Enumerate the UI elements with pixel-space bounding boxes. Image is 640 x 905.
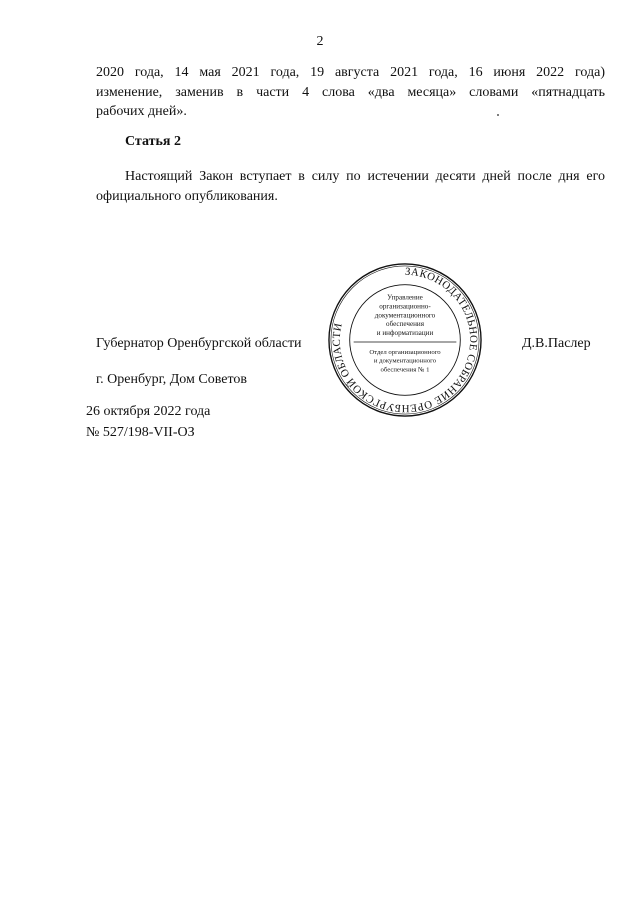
scan-speck xyxy=(497,114,499,116)
signatory-title: Губернатор Оренбургской области xyxy=(96,336,302,351)
article-heading: Статья 2 xyxy=(125,134,181,149)
seal-line: Управление xyxy=(387,293,423,302)
seal-line: обеспечения № 1 xyxy=(380,366,430,374)
place-of-signing: г. Оренбург, Дом Советов xyxy=(96,372,247,387)
law-number: № 527/198-VII-ОЗ xyxy=(86,425,195,440)
signing-date: 26 октября 2022 года xyxy=(86,404,211,419)
seal-ring-text: ЗАКОНОДАТЕЛЬНОЕ СОБРАНИЕ ОРЕНБУРГСКОЙ ОБЛАСТИ xyxy=(330,265,480,415)
paragraph-line: рабочих дней». xyxy=(96,104,187,119)
signatory-name: Д.В.Паслер xyxy=(522,336,591,351)
seal-line: и информатизации xyxy=(376,329,434,338)
paragraph-line: изменение, заменив в части 4 слова «два месяца» словами «пятнадцать xyxy=(96,84,605,100)
article-2-text xyxy=(96,167,605,206)
paragraph-continuation xyxy=(96,63,605,122)
svg-text:ЗАКОНОДАТЕЛЬНОЕ СОБРАНИЕ ОРЕНБ xyxy=(331,266,479,414)
page-number: 2 xyxy=(316,34,324,49)
seal-line: документационного xyxy=(374,311,436,320)
paragraph-line: 2020 года, 14 мая 2021 года, 19 августа 2021 года, 16 июня 2022 года) xyxy=(96,65,605,80)
seal-line: Отдел организационного xyxy=(369,348,441,356)
seal-line: и документационного xyxy=(373,357,437,365)
paragraph-line: официального опубликования. xyxy=(96,188,278,204)
paragraph-line: Настоящий Закон вступает в силу по истечении десяти дней после дня его xyxy=(125,169,605,184)
official-seal xyxy=(326,261,484,419)
seal-line: организационно- xyxy=(379,302,431,311)
seal-line: обеспечения xyxy=(386,320,424,329)
